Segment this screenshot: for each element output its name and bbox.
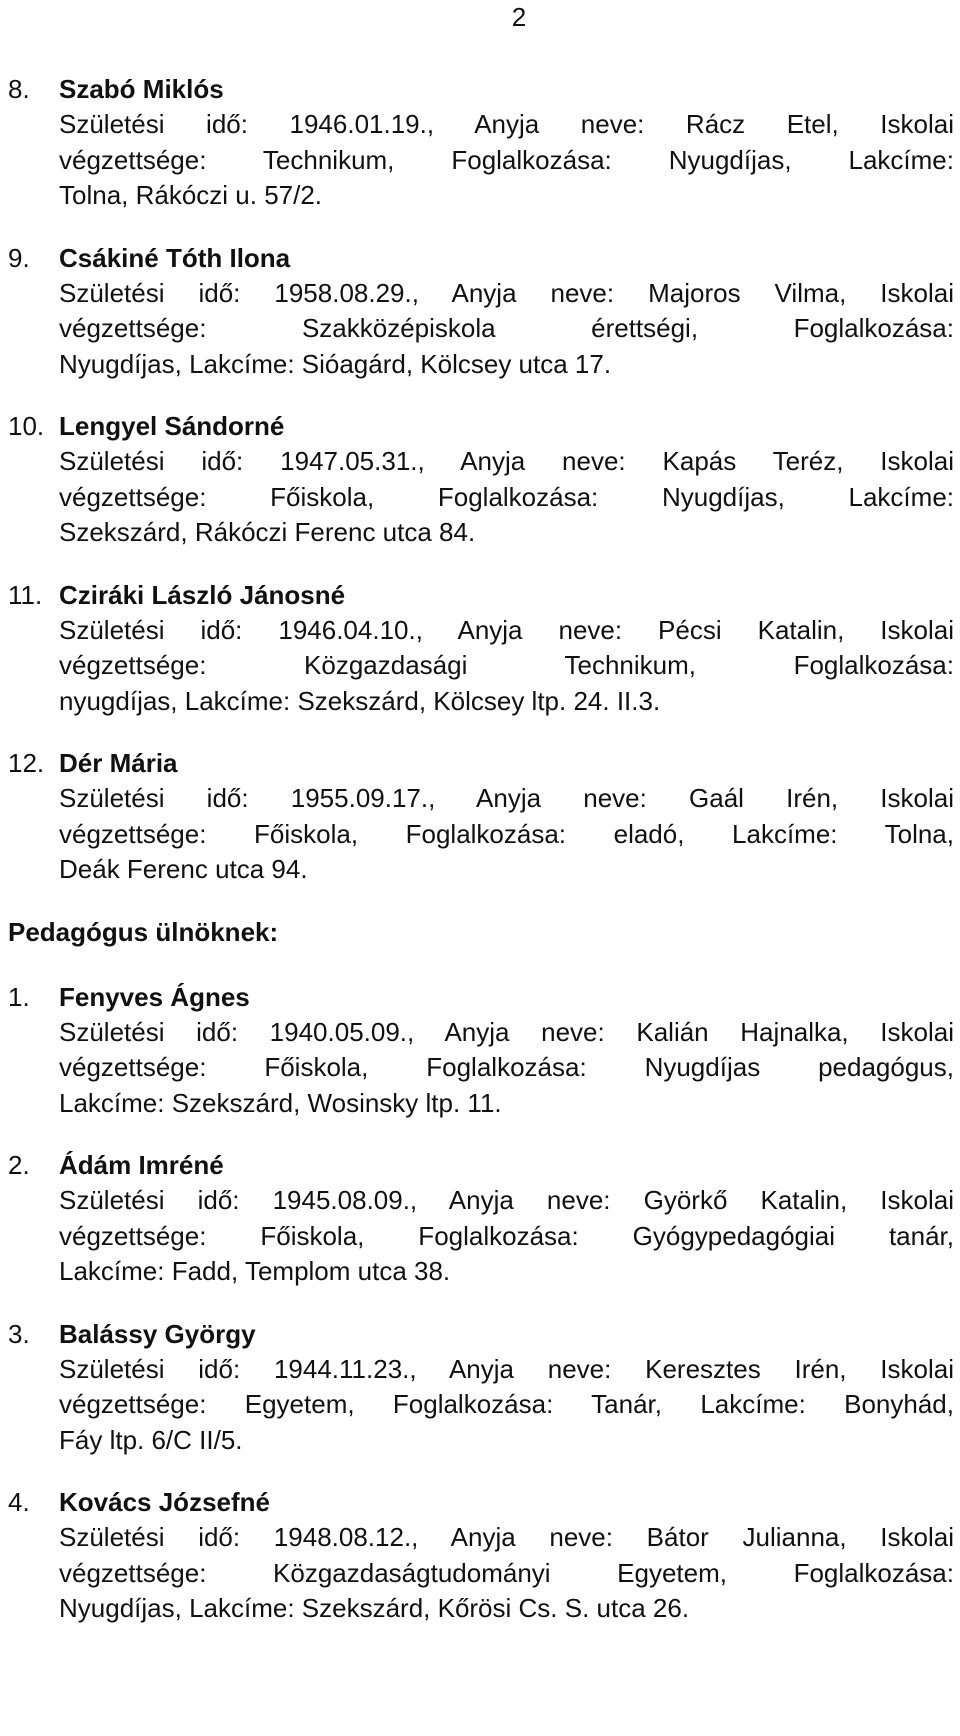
list-item: [8, 241, 954, 383]
entry-number: 3.: [8, 1318, 30, 1349]
list-item: [8, 1485, 954, 1627]
entry-detail-line: Fáy ltp. 6/C II/5.: [59, 1424, 243, 1455]
entry-detail-line: Születési idő: 1958.08.29., Anyja neve: Majoros Vilma, Iskolai: [59, 277, 954, 308]
entry-details: [59, 1520, 954, 1627]
entry-details: [59, 276, 954, 383]
entry-details: [59, 444, 954, 551]
entry-name: Cziráki László Jánosné: [59, 579, 346, 610]
teacher-candidate-list: [8, 980, 954, 1627]
candidate-list: [8, 72, 954, 888]
entry-number: 1.: [8, 981, 30, 1012]
entry-header: [8, 980, 954, 1015]
entry-number: 4.: [8, 1487, 30, 1517]
entry-detail-line: Születési idő: 1948.08.12., Anyja neve: Bátor Julianna, Iskolai: [59, 1522, 954, 1552]
entry-detail-line: végzettsége: Főiskola, Foglalkozása: Gyógypedagógiai tanár,: [59, 1220, 954, 1251]
entry-details: [59, 1352, 954, 1459]
entry-detail-line: végzettsége: Főiskola, Foglalkozása: Nyugdíjas pedagógus,: [59, 1052, 954, 1082]
entry-detail-line: végzettsége: Közgazdaságtudományi Egyetem, Foglalkozása:: [59, 1557, 954, 1588]
list-item: [8, 578, 954, 720]
entry-detail-line: végzettsége: Technikum, Foglalkozása: Nyugdíjas, Lakcíme:: [59, 144, 954, 175]
entry-detail-line: Nyugdíjas, Lakcíme: Sióagárd, Kölcsey utca 17.: [59, 348, 612, 379]
entry-details: [59, 1183, 954, 1290]
entry-detail-line: végzettsége: Egyetem, Foglalkozása: Tanár, Lakcíme: Bonyhád,: [59, 1389, 954, 1419]
entry-name: Dér Mária: [59, 748, 178, 778]
entry-detail-line: Szekszárd, Rákóczi Ferenc utca 84.: [59, 517, 476, 547]
entry-header: [8, 409, 954, 444]
entry-detail-line: végzettsége: Főiskola, Foglalkozása: eladó, Lakcíme: Tolna,: [59, 818, 954, 849]
list-item: [8, 1317, 954, 1459]
entry-number: 10.: [8, 411, 45, 441]
list-item: [8, 72, 954, 214]
list-item: [8, 980, 954, 1122]
entry-detail-line: Születési idő: 1947.05.31., Anyja neve: Kapás Teréz, Iskolai: [59, 446, 954, 476]
entry-detail-line: végzettsége: Főiskola, Foglalkozása: Nyugdíjas, Lakcíme:: [59, 481, 954, 512]
entry-details: [59, 107, 954, 214]
entry-detail-line: Nyugdíjas, Lakcíme: Szekszárd, Kőrösi Cs. S. utca 26.: [59, 1593, 690, 1623]
page-number: 2: [511, 2, 527, 32]
entry-number: 11.: [8, 579, 43, 610]
entry-detail-line: Születési idő: 1945.08.09., Anyja neve: Györkő Katalin, Iskolai: [59, 1185, 954, 1215]
list-item: [8, 409, 954, 551]
entry-detail-line: Születési idő: 1940.05.09., Anyja neve: Kalián Hajnalka, Iskolai: [59, 1016, 954, 1047]
entry-name: Fenyves Ágnes: [59, 981, 250, 1012]
entry-name: Balássy György: [59, 1318, 256, 1349]
entry-header: [8, 241, 954, 276]
section-heading: Pedagógus ülnöknek:: [8, 916, 279, 947]
entry-name: Szabó Miklós: [59, 74, 224, 104]
entry-detail-line: Születési idő: 1946.01.19., Anyja neve: Rácz Etel, Iskolai: [59, 109, 954, 139]
entry-detail-line: Lakcíme: Fadd, Templom utca 38.: [59, 1256, 451, 1286]
entry-detail-line: Születési idő: 1944.11.23., Anyja neve: Keresztes Irén, Iskolai: [59, 1353, 954, 1384]
entry-header: [8, 578, 954, 613]
entry-header: [8, 746, 954, 781]
list-item: [8, 746, 954, 888]
entry-name: Kovács Józsefné: [59, 1487, 270, 1517]
entry-number: 9.: [8, 242, 30, 273]
entry-detail-line: Születési idő: 1955.09.17., Anyja neve: Gaál Irén, Iskolai: [59, 783, 954, 813]
entry-number: 12.: [8, 748, 45, 778]
entry-header: [8, 72, 954, 107]
list-item: [8, 1148, 954, 1290]
entry-header: [8, 1485, 954, 1520]
entry-detail-line: Tolna, Rákóczi u. 57/2.: [59, 180, 323, 210]
entry-details: [59, 613, 954, 720]
entry-name: Csákiné Tóth Ilona: [59, 242, 291, 273]
entry-details: [59, 1015, 954, 1122]
entry-detail-line: nyugdíjas, Lakcíme: Szekszárd, Kölcsey ltp. 24. II.3.: [59, 685, 661, 716]
entry-detail-line: Lakcíme: Szekszárd, Wosinsky ltp. 11.: [59, 1087, 502, 1118]
entry-detail-line: végzettsége: Szakközépiskola érettségi, Foglalkozása:: [59, 313, 954, 343]
entry-detail-line: végzettsége: Közgazdasági Technikum, Foglalkozása:: [59, 650, 954, 680]
entry-header: [8, 1317, 954, 1352]
entry-detail-line: Deák Ferenc utca 94.: [59, 854, 308, 884]
entry-number: 2.: [8, 1150, 30, 1180]
entry-header: [8, 1148, 954, 1183]
entry-name: Ádám Imréné: [59, 1150, 224, 1180]
entry-name: Lengyel Sándorné: [59, 411, 285, 441]
entry-detail-line: Születési idő: 1946.04.10., Anyja neve: Pécsi Katalin, Iskolai: [59, 614, 954, 645]
document-body: [8, 72, 954, 1654]
entry-details: [59, 781, 954, 888]
entry-number: 8.: [8, 74, 30, 104]
